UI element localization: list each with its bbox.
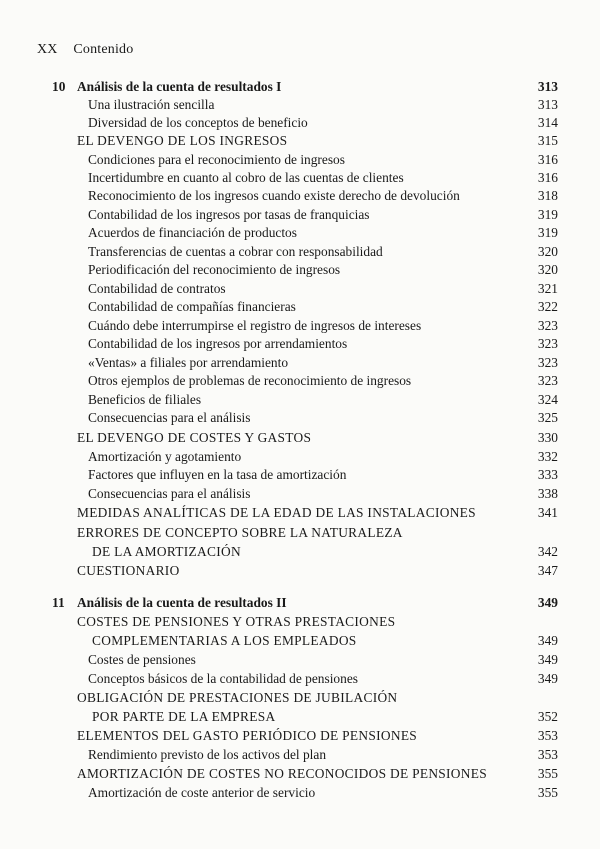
toc-entry-title: Amortización y agotamiento xyxy=(88,449,242,464)
toc-entry[interactable] xyxy=(0,96,600,114)
toc-entry-page: 320 xyxy=(537,262,558,277)
toc-entry-page: 323 xyxy=(537,355,558,370)
toc-section[interactable] xyxy=(0,429,600,447)
toc-section-title: ELEMENTOS DEL GASTO PERIÓDICO DE PENSIONES xyxy=(77,728,418,743)
toc-entry-page: 349 xyxy=(537,652,558,667)
toc-entry-title: Consecuencias para el análisis xyxy=(88,486,251,501)
toc-entry[interactable] xyxy=(0,409,600,427)
toc-entry-title: Contabilidad de los ingresos por tasas de franquicias xyxy=(88,207,370,222)
toc-section[interactable] xyxy=(0,765,600,783)
page-number-label: XX xyxy=(37,42,58,57)
toc-entry-page: 323 xyxy=(537,336,558,351)
toc-entry-title: Una ilustración sencilla xyxy=(88,97,215,112)
toc-section-page: 355 xyxy=(537,766,558,781)
toc-entry-title: Costes de pensiones xyxy=(88,652,196,667)
toc-entry-title: Acuerdos de financiación de productos xyxy=(88,225,297,240)
toc-entry-title: Factores que influyen en la tasa de amortización xyxy=(88,467,347,482)
toc-entry-title: Amortización de coste anterior de servicio xyxy=(88,785,316,800)
toc-section-page: 347 xyxy=(537,563,558,578)
toc-entry[interactable] xyxy=(0,280,600,298)
toc-section-title: CUESTIONARIO xyxy=(77,563,180,578)
toc-section[interactable] xyxy=(0,689,600,707)
page-header xyxy=(37,42,133,58)
toc-section-title: AMORTIZACIÓN DE COSTES NO RECONOCIDOS DE PENSIONES xyxy=(77,766,487,781)
chapter-number: 10 xyxy=(52,79,66,94)
chapter-page: 349 xyxy=(537,595,558,610)
toc-section[interactable] xyxy=(0,727,600,745)
toc-entry-page: 332 xyxy=(537,449,558,464)
toc-entry[interactable] xyxy=(0,261,600,279)
toc-entry[interactable] xyxy=(0,335,600,353)
toc-section-title: ERRORES DE CONCEPTO SOBRE LA NATURALEZA xyxy=(77,525,403,540)
toc-section-title: COMPLEMENTARIAS A LOS EMPLEADOS xyxy=(92,633,357,648)
toc-entry-page: 321 xyxy=(537,281,558,296)
toc-entry[interactable] xyxy=(0,372,600,390)
toc-entry[interactable] xyxy=(0,391,600,409)
toc-entry[interactable] xyxy=(0,169,600,187)
toc-entry-page: 319 xyxy=(537,207,558,222)
toc-section-title: EL DEVENGO DE LOS INGRESOS xyxy=(77,133,288,148)
chapter-page: 313 xyxy=(537,79,558,94)
toc-section-page: 315 xyxy=(537,133,558,148)
toc-section-page: 341 xyxy=(537,505,558,520)
toc-entry-page: 349 xyxy=(537,671,558,686)
chapter-title: Análisis de la cuenta de resultados I xyxy=(77,79,282,94)
toc-entry[interactable] xyxy=(0,448,600,466)
toc-entry-page: 314 xyxy=(537,115,558,130)
toc-entry-title: Rendimiento previsto de los activos del plan xyxy=(88,747,327,762)
toc-entry-page: 319 xyxy=(537,225,558,240)
toc-section-title: EL DEVENGO DE COSTES Y GASTOS xyxy=(77,430,312,445)
toc-entry-title: Otros ejemplos de problemas de reconocimiento de ingresos xyxy=(88,373,412,388)
toc-entry[interactable] xyxy=(0,298,600,316)
toc-section-page: 342 xyxy=(537,544,558,559)
toc-entry-title: Reconocimiento de los ingresos cuando existe derecho de devolución xyxy=(88,188,460,203)
toc-entry[interactable] xyxy=(0,746,600,764)
toc-entry[interactable] xyxy=(0,651,600,669)
toc-entry[interactable] xyxy=(0,224,600,242)
toc-entry[interactable] xyxy=(0,670,600,688)
chapter-heading[interactable] xyxy=(0,594,600,612)
toc-section[interactable] xyxy=(0,524,600,542)
toc-entry-title: Conceptos básicos de la contabilidad de pensiones xyxy=(88,671,358,686)
toc-entry-title: Consecuencias para el análisis xyxy=(88,410,251,425)
toc-entry-title: «Ventas» a filiales por arrendamiento xyxy=(88,355,289,370)
toc-section-page: 353 xyxy=(537,728,558,743)
toc-entry[interactable] xyxy=(0,151,600,169)
toc-entry-page: 316 xyxy=(537,152,558,167)
toc-entry[interactable] xyxy=(0,187,600,205)
toc-entry-title: Incertidumbre en cuanto al cobro de las cuentas de clientes xyxy=(88,170,404,185)
toc-section-title: MEDIDAS ANALÍTICAS DE LA EDAD DE LAS INSTALACIONES xyxy=(77,505,476,520)
toc-entry-page: 316 xyxy=(537,170,558,185)
toc-entry[interactable] xyxy=(0,784,600,802)
toc-entry[interactable] xyxy=(0,206,600,224)
toc-entry-title: Contabilidad de los ingresos por arrendamientos xyxy=(88,336,348,351)
toc-entry-page: 353 xyxy=(537,747,558,762)
toc-entry-title: Contabilidad de contratos xyxy=(88,281,226,296)
chapter-title: Análisis de la cuenta de resultados II xyxy=(77,595,287,610)
toc-entry-page: 322 xyxy=(537,299,558,314)
toc-section-continuation[interactable] xyxy=(0,543,600,561)
toc-entry-title: Condiciones para el reconocimiento de ingresos xyxy=(88,152,345,167)
toc-section-continuation[interactable] xyxy=(0,708,600,726)
toc-entry-title: Cuándo debe interrumpirse el registro de ingresos de intereses xyxy=(88,318,422,333)
toc-entry-title: Periodificación del reconocimiento de ingresos xyxy=(88,262,341,277)
toc-entry-page: 325 xyxy=(537,410,558,425)
toc-entry-page: 313 xyxy=(537,97,558,112)
toc-entry-page: 338 xyxy=(537,486,558,501)
toc-entry[interactable] xyxy=(0,354,600,372)
chapter-heading[interactable] xyxy=(0,78,600,96)
toc-section-page: 352 xyxy=(537,709,558,724)
toc-entry-page: 355 xyxy=(537,785,558,800)
toc-section-page: 349 xyxy=(537,633,558,648)
header-title: Contenido xyxy=(73,42,134,57)
toc-entry-page: 323 xyxy=(537,318,558,333)
toc-entry-title: Contabilidad de compañías financieras xyxy=(88,299,296,314)
toc-entry-page: 320 xyxy=(537,244,558,259)
toc-section-continuation[interactable] xyxy=(0,632,600,650)
toc-entry-page: 324 xyxy=(537,392,558,407)
toc-section-title: POR PARTE DE LA EMPRESA xyxy=(92,709,276,724)
toc-entry-title: Transferencias de cuentas a cobrar con responsabilidad xyxy=(88,244,383,259)
toc-entry-title: Diversidad de los conceptos de beneficio xyxy=(88,115,308,130)
toc-section[interactable] xyxy=(0,504,600,522)
toc-entry-page: 333 xyxy=(537,467,558,482)
chapter-number: 11 xyxy=(52,595,65,610)
toc-entry[interactable] xyxy=(0,114,600,132)
toc-entry-title: Beneficios de filiales xyxy=(88,392,202,407)
toc-section-title: COSTES DE PENSIONES Y OTRAS PRESTACIONES xyxy=(77,614,396,629)
toc-entry[interactable] xyxy=(0,466,600,484)
toc-section[interactable] xyxy=(0,132,600,150)
toc-entry-page: 318 xyxy=(537,188,558,203)
toc-entry[interactable] xyxy=(0,243,600,261)
toc-section-title: DE LA AMORTIZACIÓN xyxy=(92,544,241,559)
toc-entry[interactable] xyxy=(0,317,600,335)
toc-entry-page: 323 xyxy=(537,373,558,388)
toc-section[interactable] xyxy=(0,562,600,580)
toc-section-title: OBLIGACIÓN DE PRESTACIONES DE JUBILACIÓN xyxy=(77,690,398,705)
toc-section[interactable] xyxy=(0,613,600,631)
toc-entry[interactable] xyxy=(0,485,600,503)
toc-section-page: 330 xyxy=(537,430,558,445)
